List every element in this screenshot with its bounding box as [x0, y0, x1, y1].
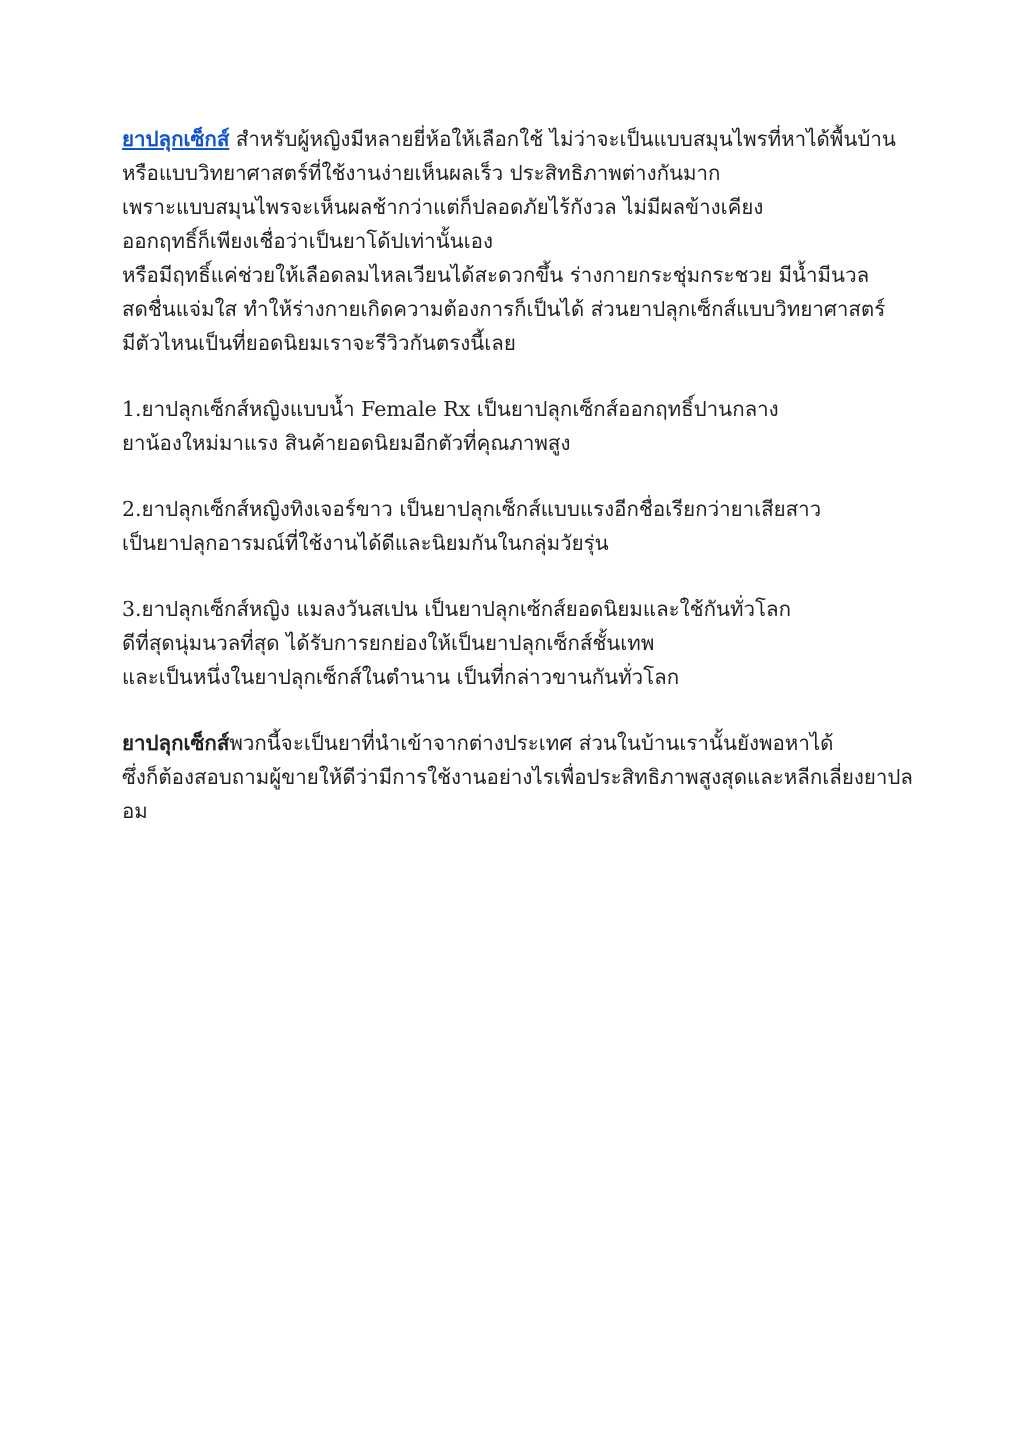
- intro-line-2: หรือแบบวิทยาศาสตร์ที่ใช้งานง่ายเห็นผลเร็ว ประสิทธิภาพต่างกันมาก: [122, 161, 721, 185]
- document-body: [122, 122, 913, 860]
- item-1-line-1: 1.ยาปลุกเซ็กส์หญิงแบบน้ำ Female Rx เป็นยาปลุกเซ็กส์ออกฤทธิ์ปานกลาง: [122, 397, 779, 421]
- intro-paragraph: [122, 122, 902, 360]
- closing-line-2: ซึ่งก็ต้องสอบถามผู้ขายให้ดีว่ามีการใช้งานอย่างไรเพื่อประสิทธิภาพสูงสุดและหลีกเลี่ยงยาปล: [122, 765, 913, 789]
- keyword-link[interactable]: ยาปลุกเซ็กส์: [122, 127, 230, 151]
- item-3-paragraph: [122, 592, 902, 694]
- closing-keyword: ยาปลุกเซ็กส์: [122, 731, 230, 755]
- closing-line-1: [122, 726, 902, 760]
- intro-line-6: สดชื่นแจ่มใส ทำให้ร่างกายเกิดความต้องการก็เป็นได้ ส่วนยาปลุกเซ็กส์แบบวิทยาศาสตร์: [122, 297, 886, 321]
- item-3-line-1: 3.ยาปลุกเซ็กส์หญิง แมลงวันสเปน เป็นยาปลุกเซ้กส์ยอดนิยมและใช้กันทั่วโลก: [122, 597, 792, 621]
- item-2-paragraph: [122, 492, 902, 560]
- closing-paragraph: [122, 726, 913, 828]
- closing-line-3: อม: [122, 799, 148, 823]
- item-2-line-2: เป็นยาปลุกอารมณ์ที่ใช้งานได้ดีและนิยมกันในกลุ่มวัยรุ่น: [122, 531, 609, 555]
- intro-line-1: [122, 122, 902, 156]
- item-3-line-2: ดีที่สุดนุ่มนวลที่สุด ได้รับการยกย่องให้เป็นยาปลุกเซ็กส์ชั้นเทพ: [122, 631, 655, 655]
- item-1-line-2: ยาน้องใหม่มาแรง สินค้ายอดนิยมอีกตัวที่คุณภาพสูง: [122, 431, 571, 455]
- item-2-line-1: 2.ยาปลุกเซ็กส์หญิงทิงเจอร์ขาว เป็นยาปลุกเซ็กส์แบบแรงอีกชื่อเรียกว่ายาเสียสาว: [122, 497, 822, 521]
- intro-line-5: หรือมีฤทธิ์แค่ช่วยให้เลือดลมไหลเวียนได้สะดวกขึ้น ร่างกายกระชุ่มกระชวย มีน้ำมีนวล: [122, 263, 870, 287]
- intro-line-3: เพราะแบบสมุนไพรจะเห็นผลช้ากว่าแต่ก็ปลอดภัยไร้กังวล ไม่มีผลข้างเคียง: [122, 195, 764, 219]
- intro-line-7: มีตัวไหนเป็นที่ยอดนิยมเราจะรีวิวกันตรงนี้เลย: [122, 331, 516, 355]
- closing-line-1-text: พวกนี้จะเป็นยาที่นำเข้าจากต่างประเทศ ส่วนในบ้านเรานั้นยังพอหาได้: [229, 731, 834, 755]
- item-1-paragraph: [122, 392, 902, 460]
- item-3-line-3: และเป็นหนึ่งในยาปลุกเซ็กส์ในตำนาน เป็นที่กล่าวขานกันทั่วโลก: [122, 665, 680, 689]
- intro-line-4: ออกฤทธิ์ก็เพียงเชื่อว่าเป็นยาโด้ปเท่านั้นเอง: [122, 229, 493, 253]
- intro-line-1-text: สำหรับผู้หญิงมีหลายยี่ห้อให้เลือกใช้ ไม่ว่าจะเป็นแบบสมุนไพรที่หาได้พื้นบ้าน: [229, 127, 896, 151]
